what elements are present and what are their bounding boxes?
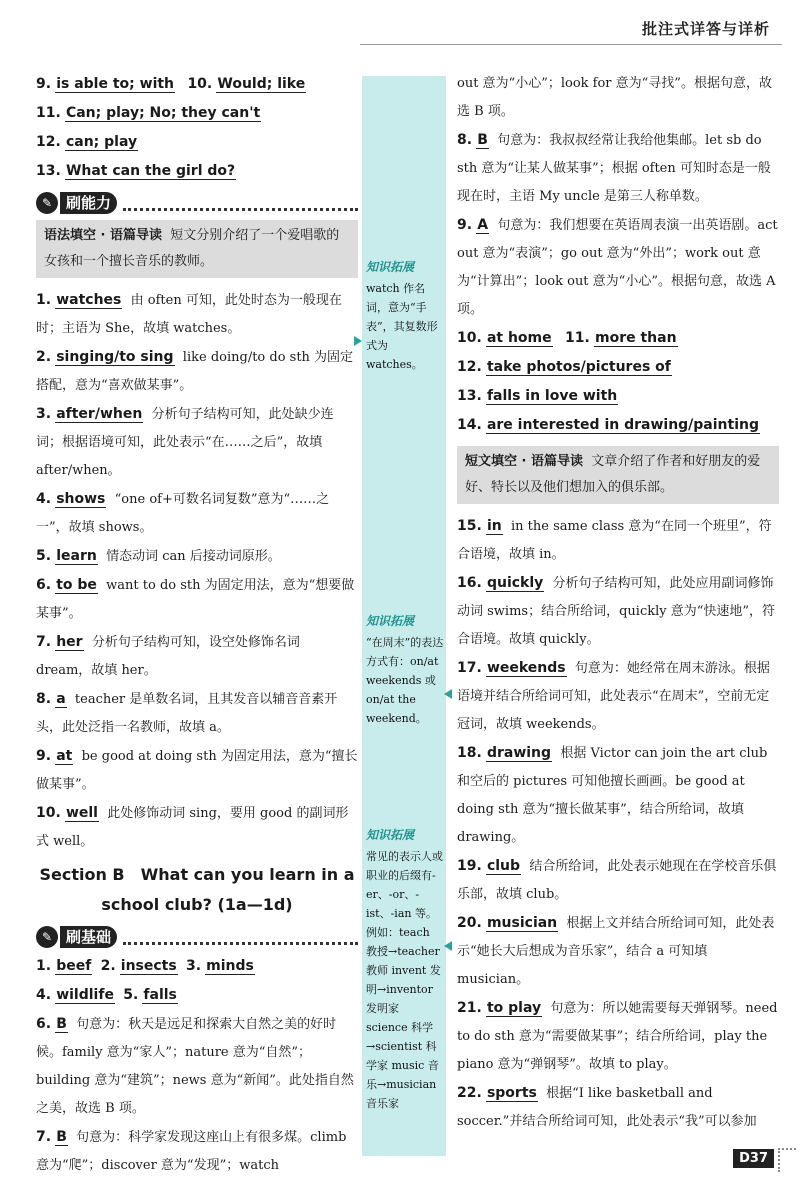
section-title: Section B What can you learn in a school club? (1a—1d) [39, 865, 355, 914]
section-banner: ✎ 刷能力 [36, 192, 358, 214]
knowledge-text: watch 作名词，意为“手表”，其复数形式为 watches。 [366, 282, 438, 371]
explanation-item: 21. to play 句意为：所以她需要每天弹钢琴。need to do sth 意为“需要做某事”；结合所给词，play the piano 意为“弹钢琴”。故填 to play。 [457, 1000, 778, 1072]
knowledge-text: 常见的表示人或职业的后缀有-er、-or、-ist、-ian 等。例如：teach 教授→teacher 教师 invent 发明→inventor 发明家 science 科学→scientist 科学家 music 音乐→musician 音乐家 [366, 850, 443, 1110]
answer-line: 11. Can; play; No; they can't [36, 105, 261, 121]
explanation-item: 6. B 句意为：秋天是远足和探索大自然之美的好时候。family 意为“家人”；nature 意为“自然”；building 意为“建筑”；news 意为“新闻”。此处指自然之美，故选 B 项。 [36, 1016, 354, 1116]
knowledge-title: 知识拓展 [366, 260, 415, 274]
pointer-arrow-icon [444, 941, 452, 951]
right-column [457, 70, 779, 1136]
explanation-item: 16. quickly 分析句子结构可知，此处应用副词修饰动词 swims；结合所给词，quickly 意为“快速地”，符合语境。故填 quickly。 [457, 575, 776, 647]
answer-line: 12. can; play [36, 134, 138, 150]
answer-line: 1. beef 2. insects 3. minds [36, 958, 254, 974]
answer-line: 13. falls in love with [457, 388, 618, 404]
explanation-item: 17. weekends 句意为：她经常在周末游泳。根据语境并结合所给词可知，此处表示“在周末”，空前无定冠词，故填 weekends。 [457, 660, 770, 732]
page-corner-decoration [778, 1148, 796, 1172]
explanation-item: 7. her 分析句子结构可知，设空处修饰名词 dream，故填 her。 [36, 634, 300, 678]
answer-line: 14. are interested in drawing/painting [457, 417, 760, 433]
pointer-arrow-icon [444, 689, 452, 699]
reading-guide: 短文填空 · 语篇导读 文章介绍了作者和好朋友的爱好、特长以及他们想加入的俱乐部。 [457, 446, 779, 504]
knowledge-text: “在周末”的表达方式有：on/at weekends 或 on/at the weekend。 [366, 636, 444, 725]
explanation-continued: out 意为“小心”；look for 意为“寻找”。根据句意，故选 B 项。 [457, 76, 772, 119]
explanation-item: 10. well 此处修饰动词 sing，要用 good 的副词形式 well。 [36, 805, 349, 849]
explanation-item: 7. B 句意为：科学家发现这座山上有很多煤。climb 意为“爬”；discover 意为“发现”；watch [36, 1129, 347, 1173]
pencil-icon: ✎ [36, 926, 58, 948]
explanation-item: 22. sports 根据“I like basketball and soccer.”并结合所给词可知，此处表示“我”可以参加 [457, 1085, 757, 1129]
left-column [36, 70, 358, 1180]
explanation-item: 3. after/when 分析句子结构可知，此处缺少连词；根据语境可知，此处表示“在……之后”，故填 after/when。 [36, 406, 334, 478]
section-banner: ✎ 刷基础 [36, 926, 358, 948]
answer-line: 9. is able to; with 10. Would; like [36, 76, 306, 92]
explanation-item: 9. at be good at doing sth 为固定用法，意为“擅长做某事”。 [36, 748, 358, 792]
answer-line: 10. at home 11. more than [457, 330, 677, 346]
explanation-item: 1. watches 由 often 可知，此处时态为一般现在时；主语为 She，故填 watches。 [36, 292, 342, 336]
explanation-item: 18. drawing 根据 Victor can join the art club 和空后的 pictures 可知他擅长画画。be good at doing sth 意为“擅长做某事”，结合所给词，故填 drawing。 [457, 745, 768, 845]
running-header: 批注式详答与详析 [641, 20, 770, 38]
explanation-item: 20. musician 根据上文并结合所给词可知，此处表示“她长大后想成为音乐家”，结合 a 可知填 musician。 [457, 915, 775, 987]
answer-line: 13. What can the girl do? [36, 163, 236, 179]
explanation-item: 15. in in the same class 意为“在同一个班里”，符合语境，故填 in。 [457, 518, 772, 562]
explanation-item: 5. learn 情态动词 can 后接动词原形。 [36, 548, 281, 564]
explanation-item: 6. to be want to do sth 为固定用法，意为“想要做某事”。 [36, 577, 355, 621]
page-number: D37 [733, 1149, 774, 1168]
explanation-item: 8. B 句意为：我叔叔经常让我给他集邮。let sb do sth 意为“让某人做某事”；根据 often 可知时态是一般现在时，主语 My uncle 是第三人称单数。 [457, 132, 771, 204]
knowledge-title: 知识拓展 [366, 614, 415, 628]
knowledge-box-1 [366, 258, 444, 374]
explanation-item: 8. a teacher 是单数名词，且其发音以辅音音素开头，此处泛指一名教师，故填 a。 [36, 691, 338, 735]
answer-line: 4. wildlife 5. falls [36, 987, 177, 1003]
knowledge-title: 知识拓展 [366, 828, 415, 842]
pencil-icon: ✎ [36, 192, 58, 214]
explanation-item: 2. singing/to sing like doing/to do sth 为固定搭配，意为“喜欢做某事”。 [36, 349, 354, 393]
knowledge-box-3 [366, 826, 444, 1113]
reading-guide: 语法填空 · 语篇导读 短文分别介绍了一个爱唱歌的女孩和一个擅长音乐的教师。 [36, 220, 358, 278]
answer-line: 12. take photos/pictures of [457, 359, 671, 375]
explanation-item: 19. club 结合所给词，此处表示她现在在学校音乐俱乐部，故填 club。 [457, 858, 777, 902]
header-rule [360, 44, 782, 45]
explanation-item: 4. shows “one of+可数名词复数”意为“……之一”，故填 shows。 [36, 491, 330, 535]
explanation-item: 9. A 句意为：我们想要在英语周表演一出英语剧。act out 意为“表演”；go out 意为“外出”；work out 意为“计算出”；look out 意为“小心”。根据句意，故选 A 项。 [457, 217, 778, 317]
knowledge-box-2 [366, 612, 444, 728]
